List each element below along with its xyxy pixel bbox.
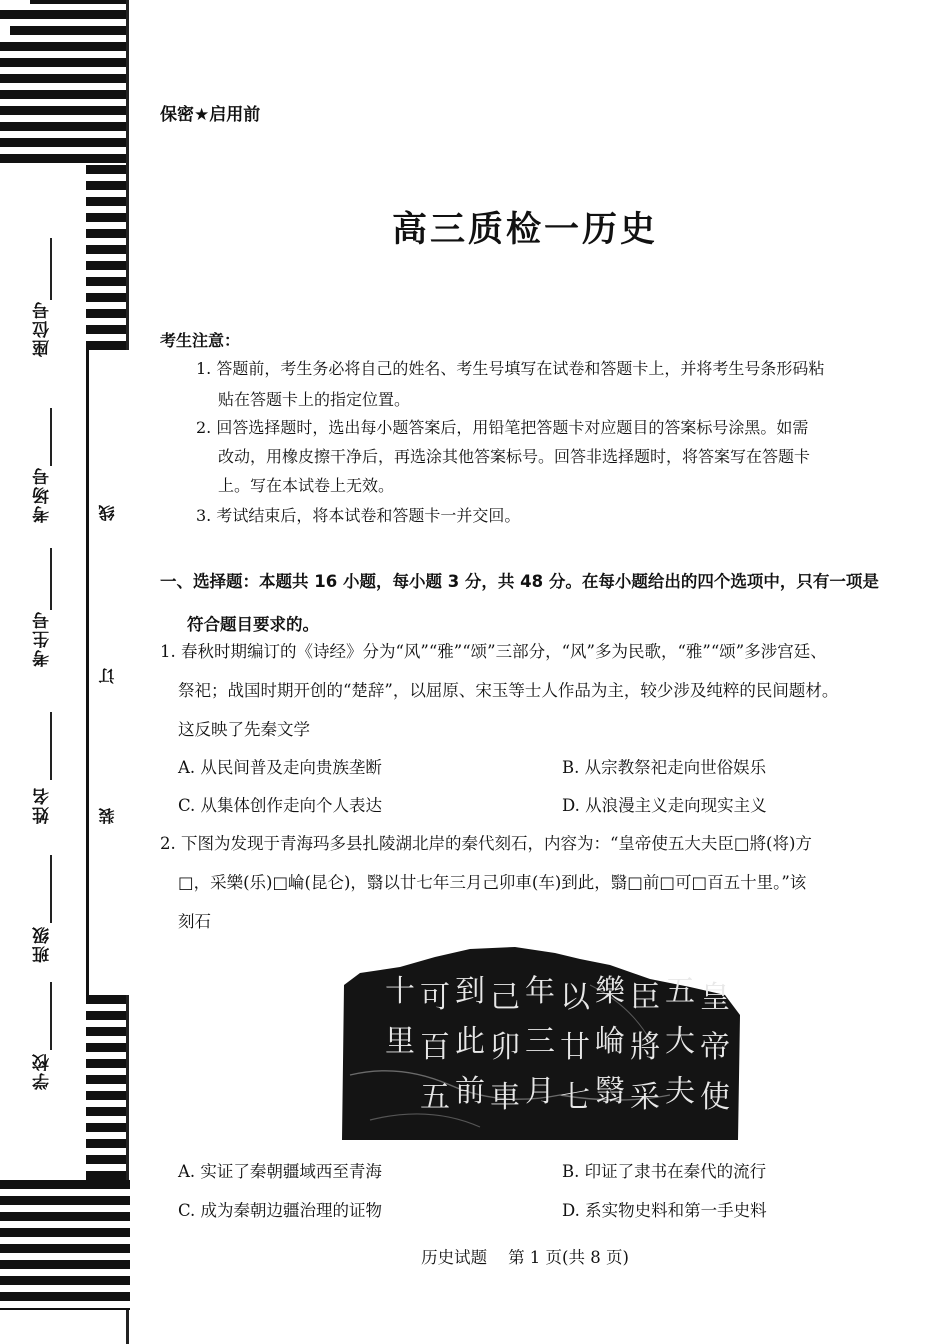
question-stem: 祭祀；战国时期开创的“楚辞”，以屈原、宋玉等士人作品为主，较少涉及纯粹的民间题材。 bbox=[178, 681, 839, 700]
question-stem: 2. 下图为发现于青海玛多县扎陵湖北岸的秦代刻石，内容为：“皇帝使五大夫臣□將(将)方 bbox=[160, 834, 812, 853]
footer-page-number: 第 1 页(共 8 页) bbox=[508, 1248, 629, 1267]
question-stem: 这反映了先秦文学 bbox=[178, 720, 310, 739]
inscription-glyph: 前 bbox=[455, 1074, 485, 1109]
inscription-glyph: 使 bbox=[700, 1080, 730, 1115]
binding-strip-lower bbox=[86, 995, 126, 1180]
notice-item: 1. 答题前，考生务必将自己的姓名、考生号填写在试卷和答题卡上，并将考生号条形码粘 bbox=[196, 359, 825, 378]
q1-option-d[interactable]: D. 从浪漫主义走向现实主义 bbox=[562, 796, 767, 815]
inscription-glyph: 廿 bbox=[560, 1030, 590, 1065]
inscription-glyph: 己 bbox=[490, 980, 520, 1015]
binding-word-staple: 订 bbox=[98, 668, 117, 684]
notice-item-cont bbox=[196, 470, 906, 501]
binding-strip-upper bbox=[86, 165, 126, 350]
notice-item-cont bbox=[196, 384, 906, 415]
seat-number-label: 座位号 bbox=[33, 300, 53, 357]
exam-title: 高三质检一历史 bbox=[391, 210, 658, 250]
notice-item: 2. 回答选择题时，选出每小题答案后，用铅笔把答题卡对应题目的答案标号涂黑。如需 bbox=[196, 418, 809, 437]
q2-option-d[interactable]: D. 系实物史料和第一手史料 bbox=[562, 1201, 767, 1220]
inscription-glyph: 三 bbox=[525, 1024, 555, 1059]
binding-bars-top bbox=[0, 0, 130, 165]
school-line[interactable] bbox=[50, 982, 52, 1050]
section-line: 符合题目要求的。 bbox=[187, 615, 319, 634]
binding-word-line: 线 bbox=[98, 505, 117, 521]
seat-number-line[interactable] bbox=[50, 238, 52, 300]
inscription-glyph: 夫 bbox=[665, 1074, 695, 1109]
candidate-number-line[interactable] bbox=[50, 548, 52, 610]
section-line: 一、选择题：本题共 16 小题，每小题 3 分，共 48 分。在每小题给出的四个选项中，只有一项是 bbox=[160, 572, 879, 591]
inscription-glyph: 采 bbox=[630, 1080, 660, 1115]
binding-word-bind: 装 bbox=[98, 808, 117, 824]
inscription-glyph: 百 bbox=[420, 1030, 450, 1065]
name-line[interactable] bbox=[50, 712, 52, 780]
candidate-number-label: 考生号 bbox=[33, 610, 53, 667]
exam-room-line[interactable] bbox=[50, 408, 52, 466]
question-stem: 刻石 bbox=[178, 912, 211, 931]
inscription-glyph: 月 bbox=[525, 1074, 555, 1109]
inscription-glyph: 五 bbox=[665, 974, 695, 1009]
inscription-glyph: 帝 bbox=[700, 1030, 730, 1065]
stone-inscription-rubbing bbox=[340, 945, 742, 1140]
name-label: 姓名 bbox=[33, 786, 53, 824]
inscription-glyph: 以 bbox=[560, 980, 590, 1015]
question-stem: □，采樂(乐)□崘(昆仑)，翳以廿七年三月己卯車(车)到此，翳□前□可□百五十里。”该 bbox=[178, 873, 807, 892]
q2-option-c[interactable]: C. 成为秦朝边疆治理的证物 bbox=[178, 1201, 383, 1220]
inscription-glyph: 十 bbox=[385, 974, 415, 1009]
inscription-glyph: 將 bbox=[630, 1030, 660, 1065]
q1-option-a[interactable]: A. 从民间普及走向贵族垄断 bbox=[178, 758, 382, 777]
notice-text: 上。写在本试卷上无效。 bbox=[218, 476, 395, 495]
question-1 bbox=[160, 632, 905, 749]
exam-room-label: 考场号 bbox=[33, 466, 53, 523]
confidential-mark: 保密★启用前 bbox=[160, 105, 261, 125]
inscription-glyph: 可 bbox=[420, 980, 450, 1015]
inscription-glyph: 皇 bbox=[700, 980, 730, 1015]
q1-option-c[interactable]: C. 从集体创作走向个人表达 bbox=[178, 796, 383, 815]
q2-option-a[interactable]: A. 实证了秦朝疆域西至青海 bbox=[178, 1162, 382, 1181]
notice-item-cont bbox=[196, 441, 906, 472]
inscription-glyph: 翳 bbox=[595, 1074, 625, 1109]
class-line[interactable] bbox=[50, 855, 52, 923]
notice-text: 贴在答题卡上的指定位置。 bbox=[218, 390, 411, 409]
inscription-glyph: 此 bbox=[455, 1024, 485, 1059]
inscription-glyph: 崘 bbox=[595, 1024, 625, 1059]
inscription-glyph: 七 bbox=[560, 1080, 590, 1115]
inscription-glyph: 五 bbox=[420, 1080, 450, 1115]
q1-option-b[interactable]: B. 从宗教祭祀走向世俗娱乐 bbox=[562, 758, 767, 777]
inscription-glyph: 卯 bbox=[490, 1030, 520, 1065]
page-footer bbox=[0, 1244, 950, 1268]
inscription-glyph: 臣 bbox=[630, 980, 660, 1015]
question-stem: 1. 春秋时期编订的《诗经》分为“风”“雅”“颂”三部分，“风”多为民歌，“雅”“颂”多涉宫廷、 bbox=[160, 642, 827, 661]
school-label: 学校 bbox=[33, 1052, 53, 1090]
inscription-glyph: 年 bbox=[525, 974, 555, 1009]
q2-option-b[interactable]: B. 印证了隶书在秦代的流行 bbox=[562, 1162, 767, 1181]
inscription-glyph: 大 bbox=[665, 1024, 695, 1059]
question-2 bbox=[160, 824, 905, 941]
inscription-glyph: 里 bbox=[385, 1024, 415, 1059]
class-label: 班级 bbox=[33, 925, 53, 963]
notice-heading: 考生注意： bbox=[160, 331, 241, 350]
inscription-glyph: 到 bbox=[455, 974, 485, 1009]
notice-text: 改动，用橡皮擦干净后，再选涂其他答案标号。回答非选择题时，将答案写在答题卡 bbox=[218, 447, 811, 466]
inscription-glyph: 車 bbox=[490, 1080, 520, 1115]
footer-subject: 历史试题 bbox=[421, 1248, 488, 1267]
notice-item: 3. 考试结束后，将本试卷和答题卡一并交回。 bbox=[196, 506, 521, 525]
inscription-glyph: 樂 bbox=[595, 974, 625, 1009]
